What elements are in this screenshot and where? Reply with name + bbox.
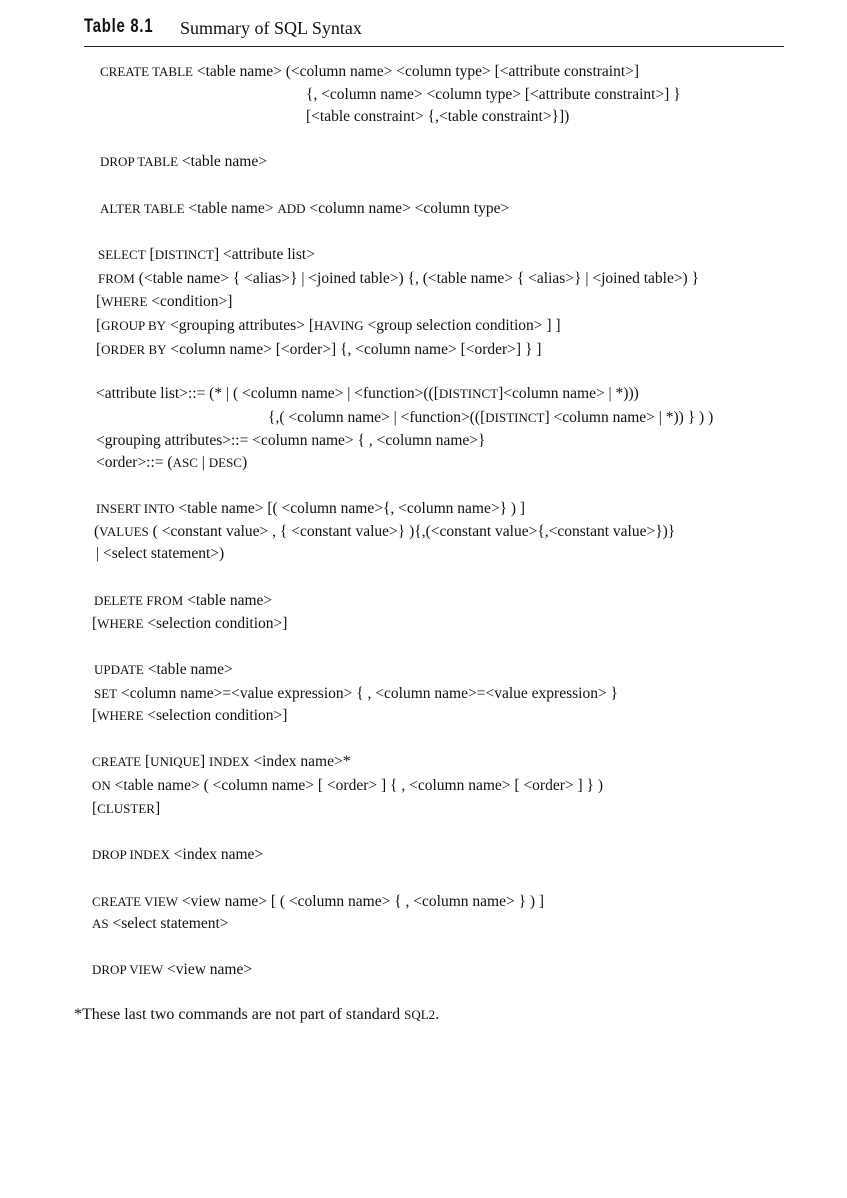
create-table-line-2: {, <column name> <column type> [<attribute constraint>] } — [306, 86, 681, 103]
insert-line-1: INSERT INTO <table name> [( <column name>{, <column name>} ) ] — [96, 500, 526, 517]
select-line-1: SELECT [DISTINCT] <attribute list> — [98, 246, 315, 263]
drop-index-line: DROP INDEX <index name> — [92, 846, 264, 863]
select-line-order-by: [ORDER BY <column name> [<order>] {, <column name> [<order>] } ] — [96, 341, 542, 358]
footnote: *These last two commands are not part of standard SQL2. — [74, 1006, 440, 1023]
drop-table-line: DROP TABLE <table name> — [100, 153, 267, 170]
delete-line-where: [WHERE <selection condition>] — [92, 615, 288, 632]
definition-order: <order>::= (ASC | DESC) — [96, 454, 248, 471]
insert-line-select: | <select statement>) — [96, 545, 225, 562]
select-line-group-by: [GROUP BY <grouping attributes> [HAVING <group selection condition> ] ] — [96, 317, 561, 334]
update-line-where: [WHERE <selection condition>] — [92, 707, 288, 724]
select-line-where: [WHERE <condition>] — [96, 293, 233, 310]
create-view-line-1: CREATE VIEW <view name> [ ( <column name> { , <column name> } ) ] — [92, 893, 545, 910]
table-number: Table 8.1 — [84, 16, 154, 37]
drop-view-line: DROP VIEW <view name> — [92, 961, 253, 978]
delete-line-1: DELETE FROM <table name> — [94, 592, 273, 609]
insert-line-values: (VALUES ( <constant value> , { <constant value>} ){,(<constant value>{,<constant value>})} — [94, 523, 676, 540]
select-line-from: FROM (<table name> { <alias>} | <joined table>) {, (<table name> { <alias>} | <joined table>) } — [98, 270, 700, 287]
definition-grouping-attributes: <grouping attributes>::= <column name> { , <column name>} — [96, 432, 486, 449]
update-line-set: SET <column name>=<value expression> { , <column name>=<value expression> } — [94, 685, 618, 702]
update-line-1: UPDATE <table name> — [94, 661, 233, 678]
definition-attribute-list-cont: {,( <column name> | <function>(([DISTINCT] <column name> | *)) } ) ) — [268, 409, 714, 426]
header-rule — [84, 46, 784, 47]
create-index-line-1: CREATE [UNIQUE] INDEX <index name>* — [92, 753, 351, 770]
create-index-line-on: ON <table name> ( <column name> [ <order> ] { , <column name> [ <order> ] } ) — [92, 777, 604, 794]
alter-table-line: ALTER TABLE <table name> ADD <column name> <column type> — [100, 200, 510, 217]
create-index-line-cluster: [CLUSTER] — [92, 800, 161, 817]
table-title: Summary of SQL Syntax — [180, 18, 362, 38]
create-view-line-as: AS <select statement> — [92, 915, 229, 932]
create-table-line-3: [<table constraint> {,<table constraint>}]) — [306, 108, 570, 125]
create-table-line-1: CREATE TABLE <table name> (<column name> <column type> [<attribute constraint>] — [100, 63, 640, 80]
definition-attribute-list: <attribute list>::= (* | ( <column name> | <function>(([DISTINCT]<column name> | *))) — [96, 385, 639, 402]
table-header — [84, 16, 784, 46]
